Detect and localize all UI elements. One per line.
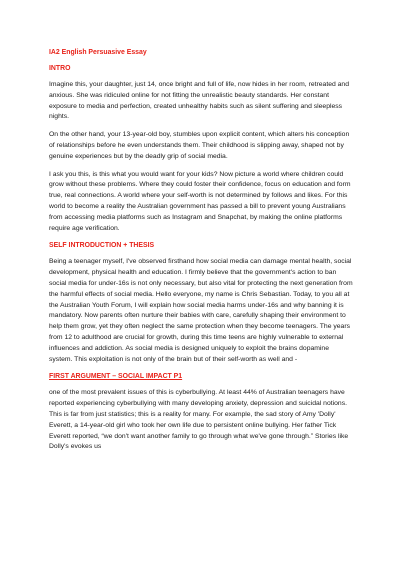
first-argument-paragraph: one of the most prevalent issues of this is cyberbullying. At least 44% of Australian teenagers have reported experiencing cyberbullying with many developing anxiety, depression and suicidal notions. This is far from just statistics; this is a reality for many. For example, the sad story of Amy 'Dolly' Everett, a 14-year-old girl who took her own life due to persistent online bullying. Her father Tick Everett reported, “we don't want another family to go through what we've gone through.” Stories like Dolly's evokes us	[49, 389, 349, 451]
section-heading-intro: INTRO	[49, 65, 71, 72]
document-title: IA2 English Persuasive Essay	[49, 49, 147, 56]
intro-paragraph-2: On the other hand, your 13-year-old boy, stumbles upon explicit content, which alters his conception of relationships before he even understands them. Their childhood is slipping away, shaped not by genuine experiences but by the deadly grip of social media.	[49, 131, 350, 160]
intro-paragraph-1: Imagine this, your daughter, just 14, once bright and full of life, now hides in her room, retreated and anxious. She was ridiculed online for not fitting the unrealistic beauty standards. Her constant exposure to media and perfection, created unhealthy habits such as silent suffering and sleepless nights.	[49, 81, 349, 121]
section-heading-first-argument: FIRST ARGUMENT – SOCIAL IMPACT P1	[49, 373, 183, 381]
section-heading-self-introduction: SELF INTRODUCTION + THESIS	[49, 242, 155, 250]
intro-paragraph-3: I ask you this, is this what you would want for your kids? Now picture a world where children could grow without these problems. Where they could foster their confidence, focus on education and form true, real connections. A world where your self-worth is not determined by follows and likes. For this world to become a reality the Australian government has passed a bill to prevent young Australians from accessing media platforms such as Instagram and Snapchat, by making the online platforms require age verification.	[49, 170, 351, 232]
thesis-paragraph: Being a teenager myself, I've observed firsthand how social media can damage mental health, social development, physical health and education. I firmly believe that the government's action to ban social media for under-16s is not only necessary, but also vital for protecting the next generation from the harmful effects of social media. Hello everyone, my name is Chris Sebastian. Today, to you all at the Australian Youth Forum, I will explain how social media harms under-16s and why banning it is mandatory. Now parents often nurture their babies with care, carefully shaping their environment to help them grow, yet they often neglect the same protection when they become teenagers. The years from 12 to adulthood are crucial for growth, during this time teens are highly vulnerable to external influences and addiction. As social media is designed uniquely to exploit the brains dopamine system. This exploitation is not only of the brain but of their self-worth as well and -	[49, 258, 353, 363]
